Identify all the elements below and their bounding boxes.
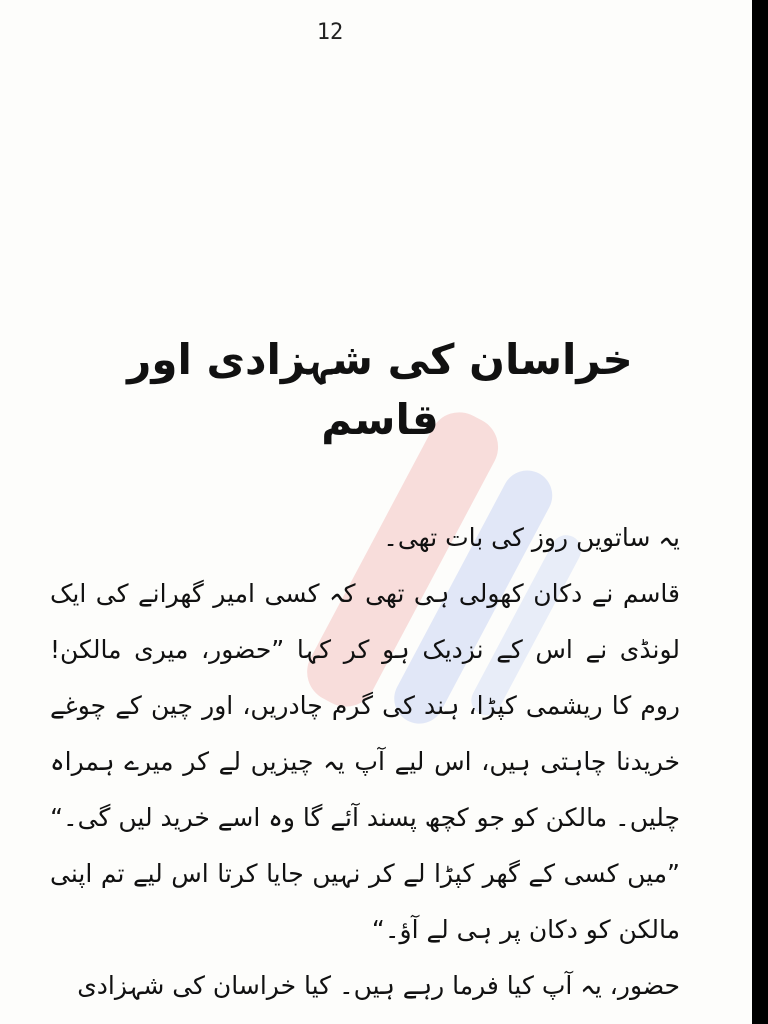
page-number: 12 bbox=[316, 20, 344, 45]
paragraph-2: قاسم نے دکان کھولی ہی تھی کہ کسی امیر گھرانے کی ایک لونڈی نے اس کے نزدیک ہو کر کہا ”حضور، میری مالکن! روم کا ریشمی کپڑا، ہند کی گرم چادریں، اور چین کے چوغے خریدنا چاہتی ہیں، اس لیے آپ یہ چیزیں لے کر میرے ہمراہ چلیں۔ مالکن کو جو کچھ پسند آئے گا وہ اسے خرید لیں گی۔“ bbox=[50, 579, 680, 832]
paragraph-1: یہ ساتویں روز کی بات تھی۔ bbox=[383, 523, 680, 552]
paragraph-4: حضور، یہ آپ کیا فرما رہے ہیں۔ کیا خراسان کی شہزادی bbox=[77, 971, 680, 1000]
chapter-title: خراسان کی شہزادی اور قاسم bbox=[127, 335, 633, 444]
paragraph-3: ”میں کسی کے گھر کپڑا لے کر نہیں جایا کرتا اس لیے تم اپنی مالکن کو دکان پر ہی لے آؤ۔“ bbox=[50, 859, 680, 944]
body-text bbox=[50, 510, 720, 1014]
